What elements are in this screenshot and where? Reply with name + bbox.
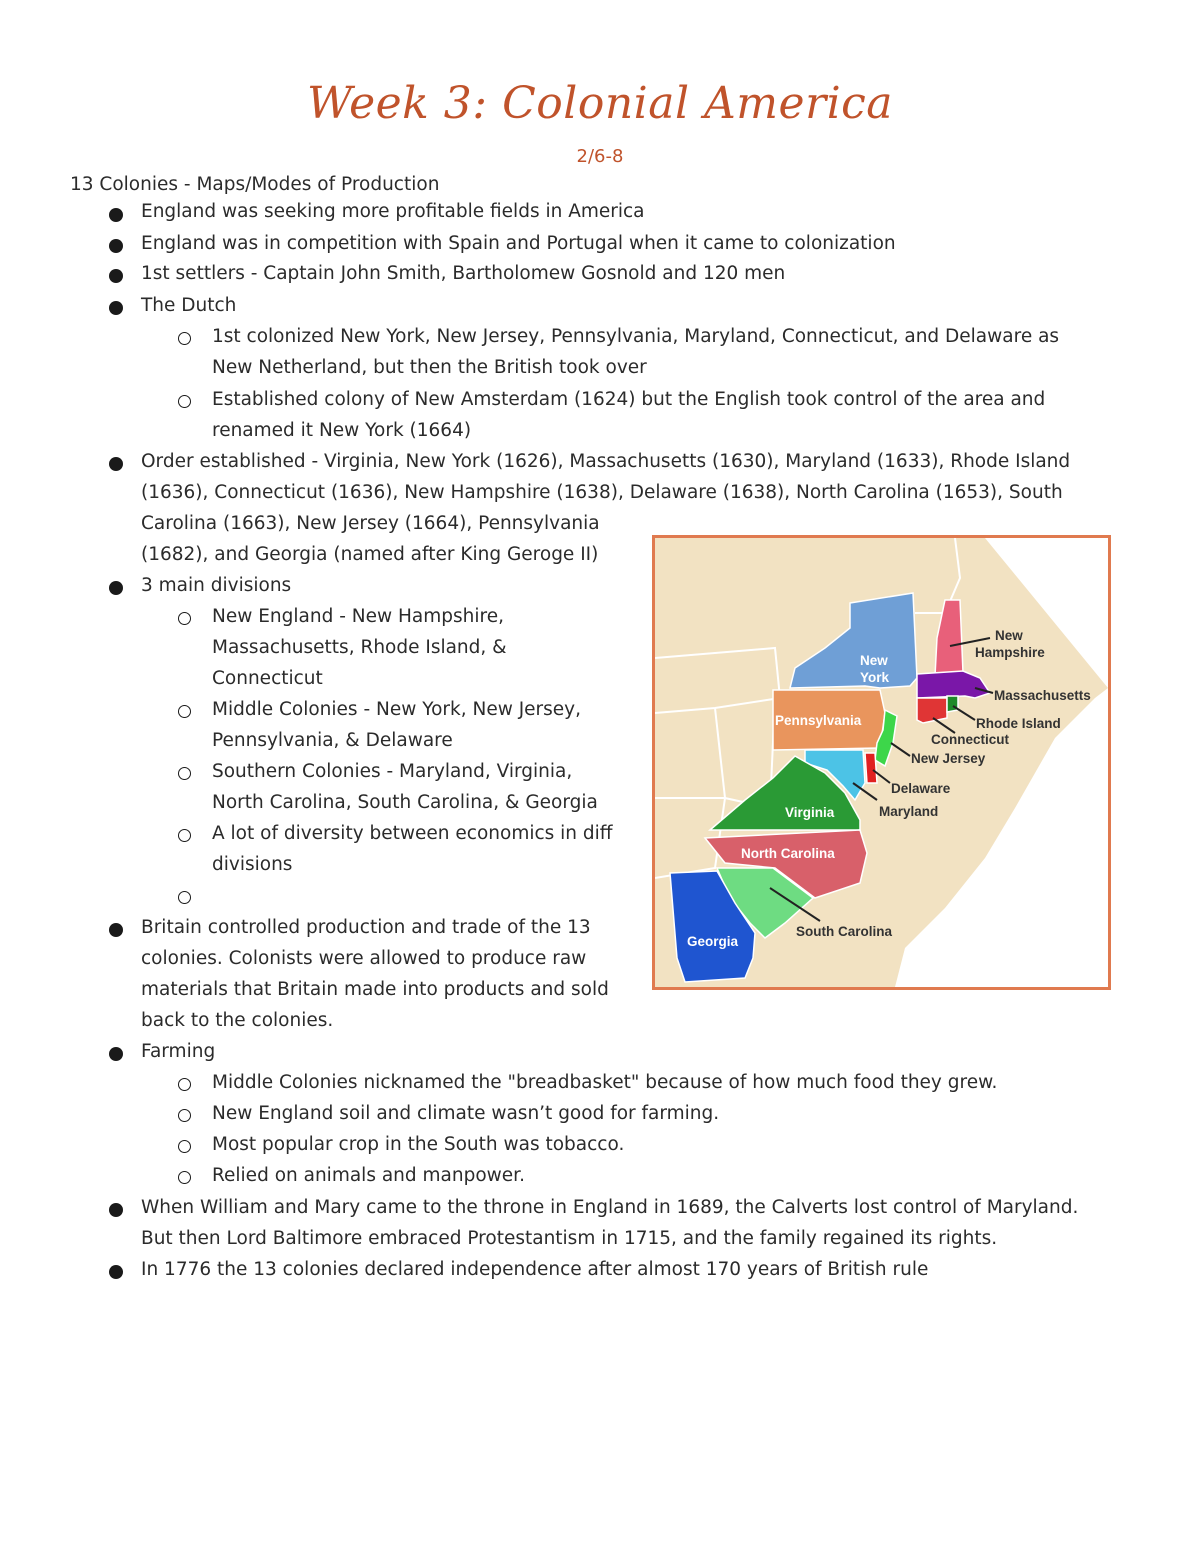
list-item-cont: But then Lord Baltimore embraced Protestantism in 1715, and the family regained its rights. xyxy=(141,1228,998,1249)
bullet-icon xyxy=(109,269,123,283)
bullet-icon xyxy=(109,923,123,937)
sub-list-item: Middle Colonies - New York, New Jersey, xyxy=(212,699,582,720)
label-rhode-island: Rhode Island xyxy=(976,716,1061,731)
sub-list-item-cont: divisions xyxy=(212,854,293,875)
bullet-icon xyxy=(109,1047,123,1061)
sub-bullet-icon xyxy=(178,891,191,904)
page-title: Week 3: Colonial America xyxy=(306,78,894,129)
section-heading: 13 Colonies - Maps/Modes of Production xyxy=(70,174,440,195)
sub-list-item: New England - New Hampshire, xyxy=(212,606,504,627)
label-connecticut: Connecticut xyxy=(931,732,1010,747)
list-item: 1st settlers - Captain John Smith, Bartholomew Gosnold and 120 men xyxy=(141,263,786,284)
label-massachusetts: Massachusetts xyxy=(994,688,1091,703)
list-item-cont: (1682), and Georgia (named after King Geroge II) xyxy=(141,544,599,565)
list-item-cont: (1636), Connecticut (1636), New Hampshire (1638), Delaware (1638), North Carolina (1653), South xyxy=(141,482,1063,503)
label-new-hampshire-1: New xyxy=(995,628,1023,643)
label-maryland: Maryland xyxy=(879,804,939,819)
label-new-york-2: York xyxy=(860,670,890,685)
sub-bullet-icon xyxy=(178,395,191,408)
sub-list-item: Relied on animals and manpower. xyxy=(212,1165,525,1186)
sub-bullet-icon xyxy=(178,1171,191,1184)
bullet-icon xyxy=(109,581,123,595)
label-south-carolina: South Carolina xyxy=(796,924,893,939)
list-item-cont: colonies. Colonists were allowed to produce raw xyxy=(141,948,587,969)
bullet-icon xyxy=(109,1265,123,1279)
list-item: Britain controlled production and trade of the 13 xyxy=(141,917,591,938)
sub-list-item: Most popular crop in the South was tobacco. xyxy=(212,1134,625,1155)
sub-bullet-icon xyxy=(178,1078,191,1091)
sub-bullet-icon xyxy=(178,612,191,625)
sub-list-item-cont: North Carolina, South Carolina, & Georgia xyxy=(212,792,598,813)
list-item: England was seeking more profitable fields in America xyxy=(141,201,645,222)
page-date: 2/6-8 xyxy=(576,146,624,167)
label-virginia: Virginia xyxy=(785,805,835,820)
label-pennsylvania: Pennsylvania xyxy=(775,713,862,728)
bullet-icon xyxy=(109,208,123,222)
rhode-island-region xyxy=(947,696,958,712)
label-north-carolina: North Carolina xyxy=(741,846,835,861)
colonies-map-svg xyxy=(655,538,1108,987)
label-georgia: Georgia xyxy=(687,934,739,949)
list-item: The Dutch xyxy=(141,295,237,316)
sub-list-item-cont: Massachusetts, Rhode Island, & xyxy=(212,637,507,658)
sub-list-item: Southern Colonies - Maryland, Virginia, xyxy=(212,761,573,782)
label-delaware: Delaware xyxy=(891,781,951,796)
list-item: Farming xyxy=(141,1041,216,1062)
list-item: England was in competition with Spain and Portugal when it came to colonization xyxy=(141,233,896,254)
list-item: Order established - Virginia, New York (1626), Massachusetts (1630), Maryland (1633), Rhode Island xyxy=(141,451,1071,472)
sub-list-item-cont: renamed it New York (1664) xyxy=(212,420,472,441)
sub-list-item-cont: Pennsylvania, & Delaware xyxy=(212,730,453,751)
list-item-cont: Carolina (1663), New Jersey (1664), Pennsylvania xyxy=(141,513,600,534)
sub-list-item: New England soil and climate wasn’t good for farming. xyxy=(212,1103,720,1124)
list-item: In 1776 the 13 colonies declared independence after almost 170 years of British rule xyxy=(141,1259,929,1280)
sub-bullet-icon xyxy=(178,1109,191,1122)
label-new-jersey: New Jersey xyxy=(911,751,986,766)
list-item-cont: materials that Britain made into products and sold xyxy=(141,979,609,1000)
list-item: When William and Mary came to the throne in England in 1689, the Calverts lost control of Maryland. xyxy=(141,1197,1079,1218)
colonies-map xyxy=(652,535,1111,990)
sub-list-item-cont: Connecticut xyxy=(212,668,323,689)
sub-bullet-icon xyxy=(178,829,191,842)
sub-bullet-icon xyxy=(178,705,191,718)
bullet-icon xyxy=(109,1203,123,1217)
sub-bullet-icon xyxy=(178,767,191,780)
sub-bullet-icon xyxy=(178,1140,191,1153)
sub-list-item: A lot of diversity between economics in diff xyxy=(212,823,613,844)
sub-list-item: Established colony of New Amsterdam (1624) but the English took control of the area and xyxy=(212,389,1046,410)
list-item-cont: back to the colonies. xyxy=(141,1010,334,1031)
label-new-hampshire-2: Hampshire xyxy=(975,645,1045,660)
connecticut-region xyxy=(917,698,947,723)
bullet-icon xyxy=(109,457,123,471)
sub-list-item-cont: New Netherland, but then the British took over xyxy=(212,357,647,378)
sub-list-item: Middle Colonies nicknamed the "breadbasket" because of how much food they grew. xyxy=(212,1072,998,1093)
sub-list-item: 1st colonized New York, New Jersey, Pennsylvania, Maryland, Connecticut, and Delaware as xyxy=(212,326,1060,347)
bullet-icon xyxy=(109,239,123,253)
list-item: 3 main divisions xyxy=(141,575,292,596)
bullet-icon xyxy=(109,301,123,315)
delaware-region xyxy=(865,753,877,783)
sub-bullet-icon xyxy=(178,332,191,345)
label-new-york-1: New xyxy=(860,653,888,668)
